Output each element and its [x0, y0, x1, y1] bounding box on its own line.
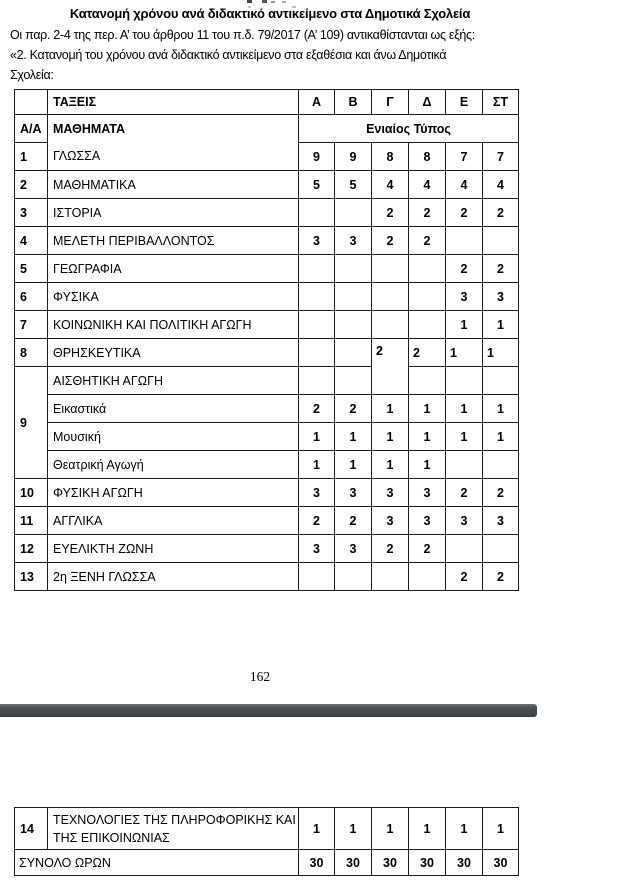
subject-cell: ΓΕΩΓΡΑΦΙΑ	[48, 255, 299, 283]
value-cell: 3	[372, 479, 409, 507]
page-separator-bar	[0, 704, 537, 717]
grade-header-cell: ΣΤ	[483, 90, 519, 115]
value-cell: 9	[299, 143, 335, 171]
subject-cell: ΜΑΘΗΜΑΤΙΚΑ	[48, 171, 299, 199]
row-number-cell: 2	[15, 171, 48, 199]
value-cell: 1	[335, 808, 372, 850]
value-cell: 3	[483, 283, 519, 311]
value-cell: 2	[446, 563, 483, 591]
value-cell	[299, 563, 335, 591]
value-cell: 8	[372, 143, 409, 171]
value-cell: 1	[483, 808, 519, 850]
value-cell: 4	[409, 171, 446, 199]
value-cell: 3	[335, 227, 372, 255]
row-number-cell: 4	[15, 227, 48, 255]
subject-cell: ΦΥΣΙΚΗ ΑΓΩΓΗ	[48, 479, 299, 507]
subject-line: ΤΗΣ ΕΠΙΚΟΙΝΩΝΙΑΣ	[53, 830, 170, 845]
row-number-cell: 14	[15, 808, 48, 850]
value-cell: 1	[409, 451, 446, 479]
table-row	[15, 255, 519, 283]
subject-cell: ΑΓΓΛΙΚΑ	[48, 507, 299, 535]
value-cell: 3	[299, 227, 335, 255]
paragraph-line: Σχολεία:	[10, 68, 54, 82]
table-row	[15, 479, 519, 507]
value-cell: 2	[446, 479, 483, 507]
total-label-cell: ΣΥΝΟΛΟ ΩΡΩΝ	[15, 850, 299, 876]
value-cell	[483, 451, 519, 479]
page-number: 162	[249, 669, 271, 684]
value-cell	[446, 451, 483, 479]
table-row	[15, 227, 519, 255]
value-cell: 2	[299, 395, 335, 423]
row-number-cell: 12	[15, 535, 48, 563]
value-cell: 3	[335, 535, 372, 563]
row-number-cell: 3	[15, 199, 48, 227]
value-cell	[446, 227, 483, 255]
value-cell: 2	[409, 535, 446, 563]
value-cell: 1	[483, 395, 519, 423]
value-cell: 2	[409, 199, 446, 227]
value-cell: 30	[299, 850, 335, 876]
school-type-cell: Ενιαίος Τύπος	[299, 115, 519, 143]
value-cell: 2	[372, 199, 409, 227]
taxeis-header-cell: ΤΑΞΕΙΣ	[48, 90, 299, 115]
row-number-cell: 10	[15, 479, 48, 507]
value-cell	[335, 255, 372, 283]
value-cell: 1	[446, 423, 483, 451]
value-cell: 1	[483, 311, 519, 339]
grade-header-cell: Δ	[409, 90, 446, 115]
value-cell: 3	[409, 507, 446, 535]
value-cell: 8	[409, 143, 446, 171]
value-cell	[409, 283, 446, 311]
row-number-cell: 1	[15, 143, 48, 171]
value-cell: 3	[299, 479, 335, 507]
value-cell: 3	[299, 535, 335, 563]
value-cell: 3	[446, 283, 483, 311]
table-row	[15, 808, 519, 850]
value-cell	[372, 255, 409, 283]
value-cell: 1	[446, 311, 483, 339]
value-cell: 2	[335, 395, 372, 423]
aa-header-cell: Α/Α	[15, 115, 48, 143]
subject-cell: ΚΟΙΝΩΝΙΚΗ ΚΑΙ ΠΟΛΙΤΙΚΗ ΑΓΩΓΗ	[48, 311, 299, 339]
value-cell: 2	[446, 255, 483, 283]
value-cell	[335, 283, 372, 311]
value-cell: 2	[483, 199, 519, 227]
value-cell: 7	[446, 143, 483, 171]
table-row	[15, 451, 519, 479]
value-cell: 1	[299, 423, 335, 451]
row-number-cell: 8	[15, 339, 48, 367]
value-cell	[372, 283, 409, 311]
value-cell: 1	[335, 451, 372, 479]
value-cell: 2	[299, 507, 335, 535]
grade-header-cell: Β	[335, 90, 372, 115]
row-number-cell: 11	[15, 507, 48, 535]
value-cell: 1	[372, 808, 409, 850]
value-cell: 1	[409, 423, 446, 451]
value-cell	[299, 199, 335, 227]
subject-cell: ΕΥΕΛΙΚΤΗ ΖΩΝΗ	[48, 535, 299, 563]
subject-cell	[48, 808, 299, 850]
value-cell	[446, 535, 483, 563]
value-cell: 3	[372, 507, 409, 535]
table-row	[15, 535, 519, 563]
subject-cell: Εικαστικά	[48, 395, 299, 423]
row-number-cell: 13	[15, 563, 48, 591]
subject-cell: Μουσική	[48, 423, 299, 451]
paragraph-line: «2. Κατανομή του χρόνου ανά διδακτικό αντικείμενο στα εξαθέσια και άνω Δημοτικά	[10, 48, 447, 62]
subject-cell: ΙΣΤΟΡΙΑ	[48, 199, 299, 227]
value-cell	[299, 367, 335, 395]
value-cell: 3	[409, 479, 446, 507]
value-cell: 2	[483, 479, 519, 507]
value-cell: 30	[372, 850, 409, 876]
value-cell: 1	[483, 339, 519, 367]
table-row	[15, 199, 519, 227]
table-row	[15, 171, 519, 199]
table-row	[15, 143, 519, 171]
table-header-row	[15, 115, 519, 143]
table-row	[15, 339, 519, 367]
grade-header-cell: Α	[299, 90, 335, 115]
clipped-text-fragment	[262, 0, 267, 3]
value-cell: 9	[335, 143, 372, 171]
value-cell: 3	[446, 507, 483, 535]
clipped-text-fragment	[247, 0, 252, 3]
value-cell: 1	[372, 395, 409, 423]
value-cell	[409, 563, 446, 591]
value-cell	[409, 311, 446, 339]
value-cell: 1	[409, 395, 446, 423]
value-cell: 2	[409, 339, 446, 367]
value-cell: 1	[372, 451, 409, 479]
grade-header-cell: Ε	[446, 90, 483, 115]
table-row	[15, 423, 519, 451]
value-cell: 2	[446, 199, 483, 227]
value-cell: 1	[446, 808, 483, 850]
value-cell: 30	[483, 850, 519, 876]
value-cell	[335, 367, 372, 395]
total-row	[15, 850, 519, 876]
table-row	[15, 283, 519, 311]
table-row	[15, 507, 519, 535]
value-cell	[409, 255, 446, 283]
value-cell: 4	[446, 171, 483, 199]
subject-cell: 2η ΞΕΝΗ ΓΛΩΣΣΑ	[48, 563, 299, 591]
subject-cell: Θεατρική Αγωγή	[48, 451, 299, 479]
value-cell: 5	[335, 171, 372, 199]
value-cell	[483, 227, 519, 255]
paragraph-line: Οι παρ. 2-4 της περ. Α’ του άρθρου 11 του π.δ. 79/2017 (Α’ 109) αντικαθίστανται ως εξής:	[10, 28, 475, 42]
subject-cell: ΜΕΛΕΤΗ ΠΕΡΙΒΑΛΛΟΝΤΟΣ	[48, 227, 299, 255]
value-cell: 5	[299, 171, 335, 199]
subject-cell: ΓΛΩΣΣΑ	[48, 143, 299, 171]
corner-cell	[15, 90, 48, 115]
value-cell: 30	[409, 850, 446, 876]
row-number-cell: 9	[15, 367, 48, 479]
table-row	[15, 367, 519, 395]
value-cell: 30	[335, 850, 372, 876]
value-cell: 1	[446, 395, 483, 423]
value-cell: 1	[299, 808, 335, 850]
value-cell	[409, 367, 446, 395]
mathimata-header-cell: ΜΑΘΗΜΑΤΑ	[48, 115, 299, 143]
page-title: Κατανομή χρόνου ανά διδακτικό αντικείμενο στα Δημοτικά Σχολεία	[69, 6, 471, 21]
schedule-table	[14, 89, 519, 591]
subject-cell: ΦΥΣΙΚΑ	[48, 283, 299, 311]
value-cell: 4	[372, 171, 409, 199]
value-cell: 1	[372, 423, 409, 451]
value-cell: 2	[372, 535, 409, 563]
value-cell	[446, 367, 483, 395]
table-row	[15, 311, 519, 339]
value-cell: 1	[483, 423, 519, 451]
row-number-cell: 6	[15, 283, 48, 311]
value-cell: 2	[409, 227, 446, 255]
value-cell: 2	[335, 507, 372, 535]
subject-line: ΤΕΧΝΟΛΟΓΙΕΣ ΤΗΣ ΠΛΗΡΟΦΟΡΙΚΗΣ ΚΑΙ	[53, 812, 296, 827]
schedule-table-continued	[14, 807, 519, 876]
clipped-text-fragment	[282, 1, 286, 3]
row-number-cell: 5	[15, 255, 48, 283]
value-cell: 7	[483, 143, 519, 171]
value-cell: 2	[483, 563, 519, 591]
value-cell	[299, 339, 335, 367]
value-cell	[335, 311, 372, 339]
value-cell: 2	[372, 227, 409, 255]
grade-header-cell: Γ	[372, 90, 409, 115]
subject-cell: ΘΡΗΣΚΕΥΤΙΚΑ	[48, 339, 299, 367]
value-cell: 1	[446, 339, 483, 367]
value-cell-merged: 2	[372, 339, 409, 395]
clipped-text-fragment	[271, 1, 275, 3]
value-cell: 4	[483, 171, 519, 199]
value-cell	[299, 255, 335, 283]
table-row	[15, 563, 519, 591]
value-cell: 1	[299, 451, 335, 479]
subject-cell: ΑΙΣΘΗΤΙΚΗ ΑΓΩΓΗ	[48, 367, 299, 395]
value-cell	[372, 563, 409, 591]
value-cell: 1	[335, 423, 372, 451]
value-cell: 3	[335, 479, 372, 507]
value-cell	[335, 563, 372, 591]
value-cell	[483, 367, 519, 395]
value-cell	[299, 283, 335, 311]
value-cell	[483, 535, 519, 563]
value-cell: 1	[409, 808, 446, 850]
row-number-cell: 7	[15, 311, 48, 339]
value-cell	[335, 339, 372, 367]
value-cell: 30	[446, 850, 483, 876]
value-cell: 2	[483, 255, 519, 283]
table-header-row	[15, 90, 519, 115]
value-cell: 3	[483, 507, 519, 535]
value-cell	[299, 311, 335, 339]
table-row	[15, 395, 519, 423]
value-cell	[372, 311, 409, 339]
value-cell	[335, 199, 372, 227]
